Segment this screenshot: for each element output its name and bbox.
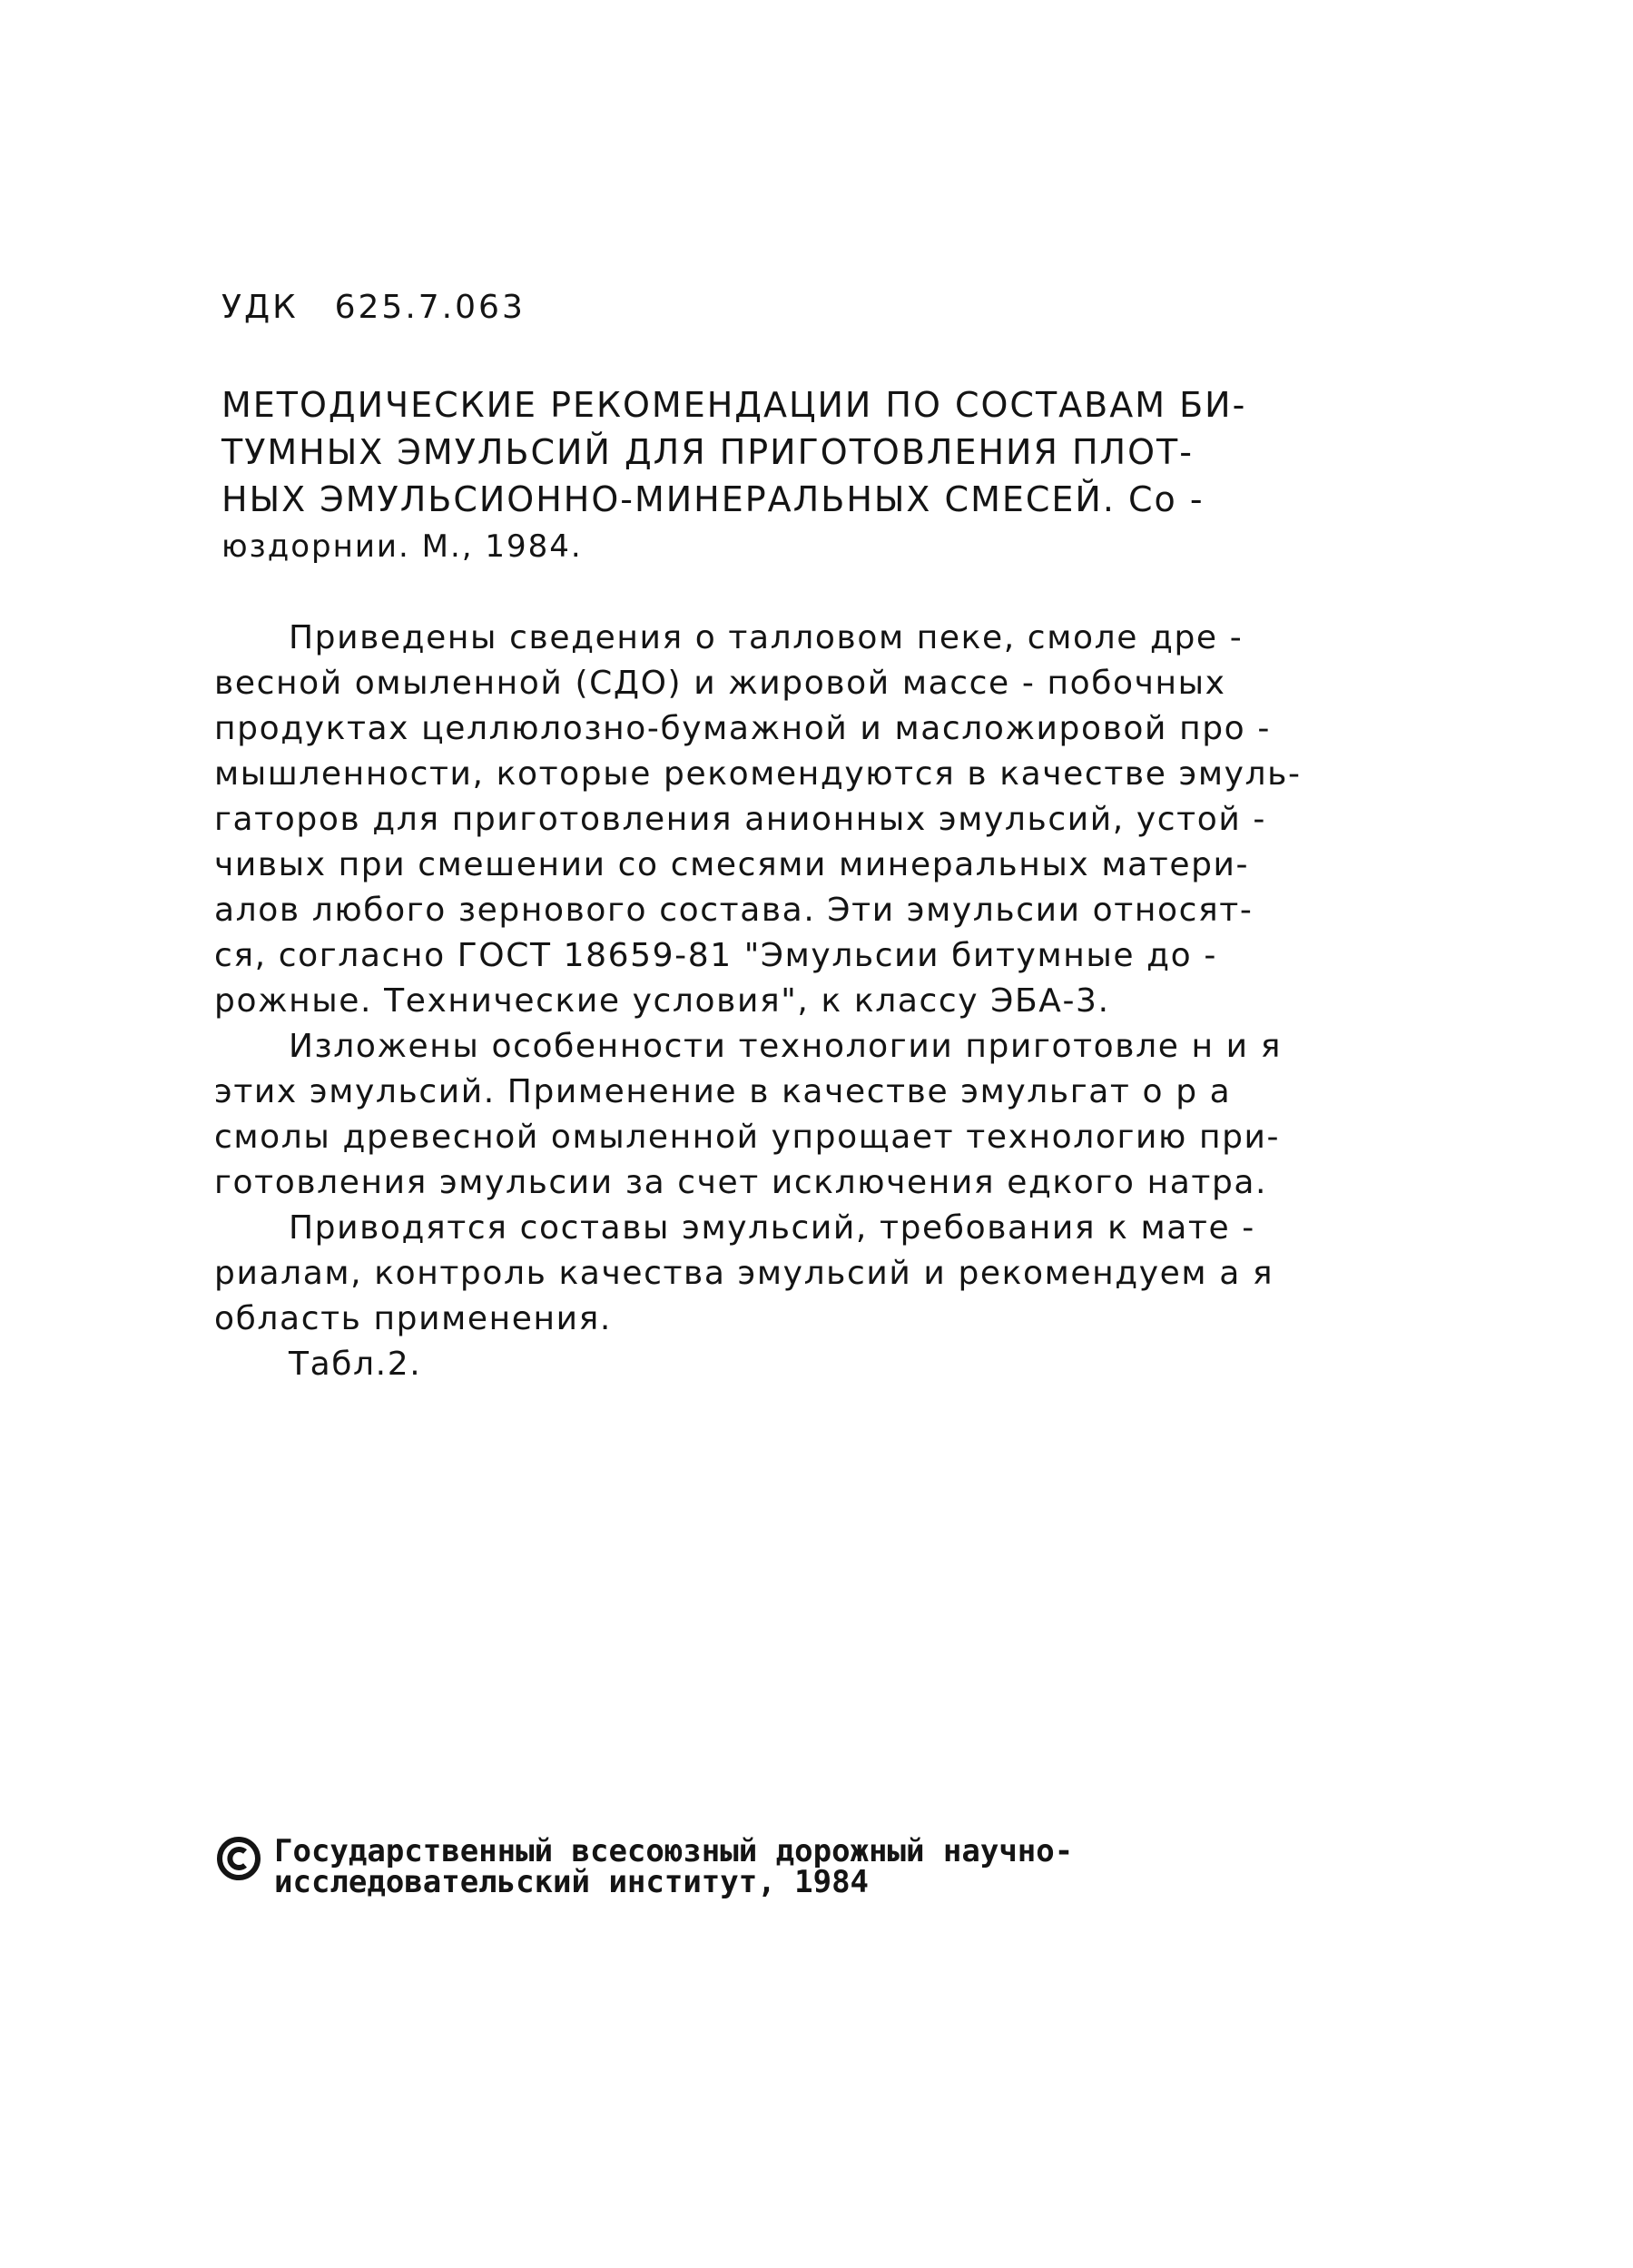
abstract-line: готовления эмульсии за счет исключения едкого натра. [214, 1164, 1268, 1201]
abstract-line: Приводятся составы эмульсий, требования к мате - [289, 1209, 1255, 1247]
udk-label: УДК [221, 289, 299, 326]
udk-number: 625.7.063 [334, 289, 526, 326]
copyright-notice [216, 1833, 1074, 1900]
abstract-line: Изложены особенности технологии приготовле н и я [289, 1028, 1282, 1065]
abstract-line: весной омыленной (СДО) и жировой массе - побочных [214, 665, 1226, 702]
abstract-line: область применения. [214, 1300, 612, 1337]
abstract-line: мышленности, которые рекомендуются в качестве эмуль- [214, 755, 1302, 793]
tables-note: Табл.2. [289, 1346, 422, 1383]
copyright-icon [216, 1836, 261, 1881]
copyright-text [274, 1833, 1074, 1900]
abstract-paragraph-2 [214, 1024, 1302, 1206]
abstract-paragraph-3 [214, 1206, 1302, 1342]
bibliographic-title [221, 381, 1246, 570]
abstract-line: рожные. Технические условия", к классу ЭБА-3. [214, 982, 1110, 1020]
abstract-line: алов любого зернового состава. Эти эмульсии относят- [214, 892, 1254, 929]
abstract [214, 616, 1302, 1387]
copyright-line: исследовательский институт, 1984 [274, 1864, 870, 1900]
abstract-line: ся, согласно ГОСТ 18659-81 "Эмульсии битумные до - [214, 937, 1217, 974]
abstract-paragraph-1 [214, 616, 1302, 1024]
title-line: МЕТОДИЧЕСКИЕ РЕКОМЕНДАЦИИ ПО СОСТАВАМ БИ- [221, 385, 1247, 425]
copyright-line: Государственный всесоюзный дорожный научно- [274, 1833, 1074, 1869]
abstract-line: гаторов для приготовления анионных эмульсий, устой - [214, 801, 1266, 838]
abstract-line: риалам, контроль качества эмульсий и рекомендуем а я [214, 1255, 1274, 1292]
abstract-line: этих эмульсий. Применение в качестве эмульгат о р а [214, 1073, 1232, 1110]
abstract-line: чивых при смешении со смесями минеральных матери- [214, 846, 1250, 883]
abstract-line: продуктах целлюлозно-бумажной и масложировой про - [214, 710, 1271, 747]
abstract-line: смолы древесной омыленной упрощает технологию при- [214, 1119, 1281, 1156]
title-line: юздорнии. М., 1984. [221, 528, 583, 565]
title-line: НЫХ ЭМУЛЬСИОННО-МИНЕРАЛЬНЫХ СМЕСЕЙ. Со - [221, 479, 1205, 519]
udk-index [221, 289, 526, 326]
title-line: ТУМНЫХ ЭМУЛЬСИЙ ДЛЯ ПРИГОТОВЛЕНИЯ ПЛОТ- [221, 432, 1194, 472]
abstract-line: Приведены сведения о талловом пеке, смоле дре - [289, 619, 1244, 656]
